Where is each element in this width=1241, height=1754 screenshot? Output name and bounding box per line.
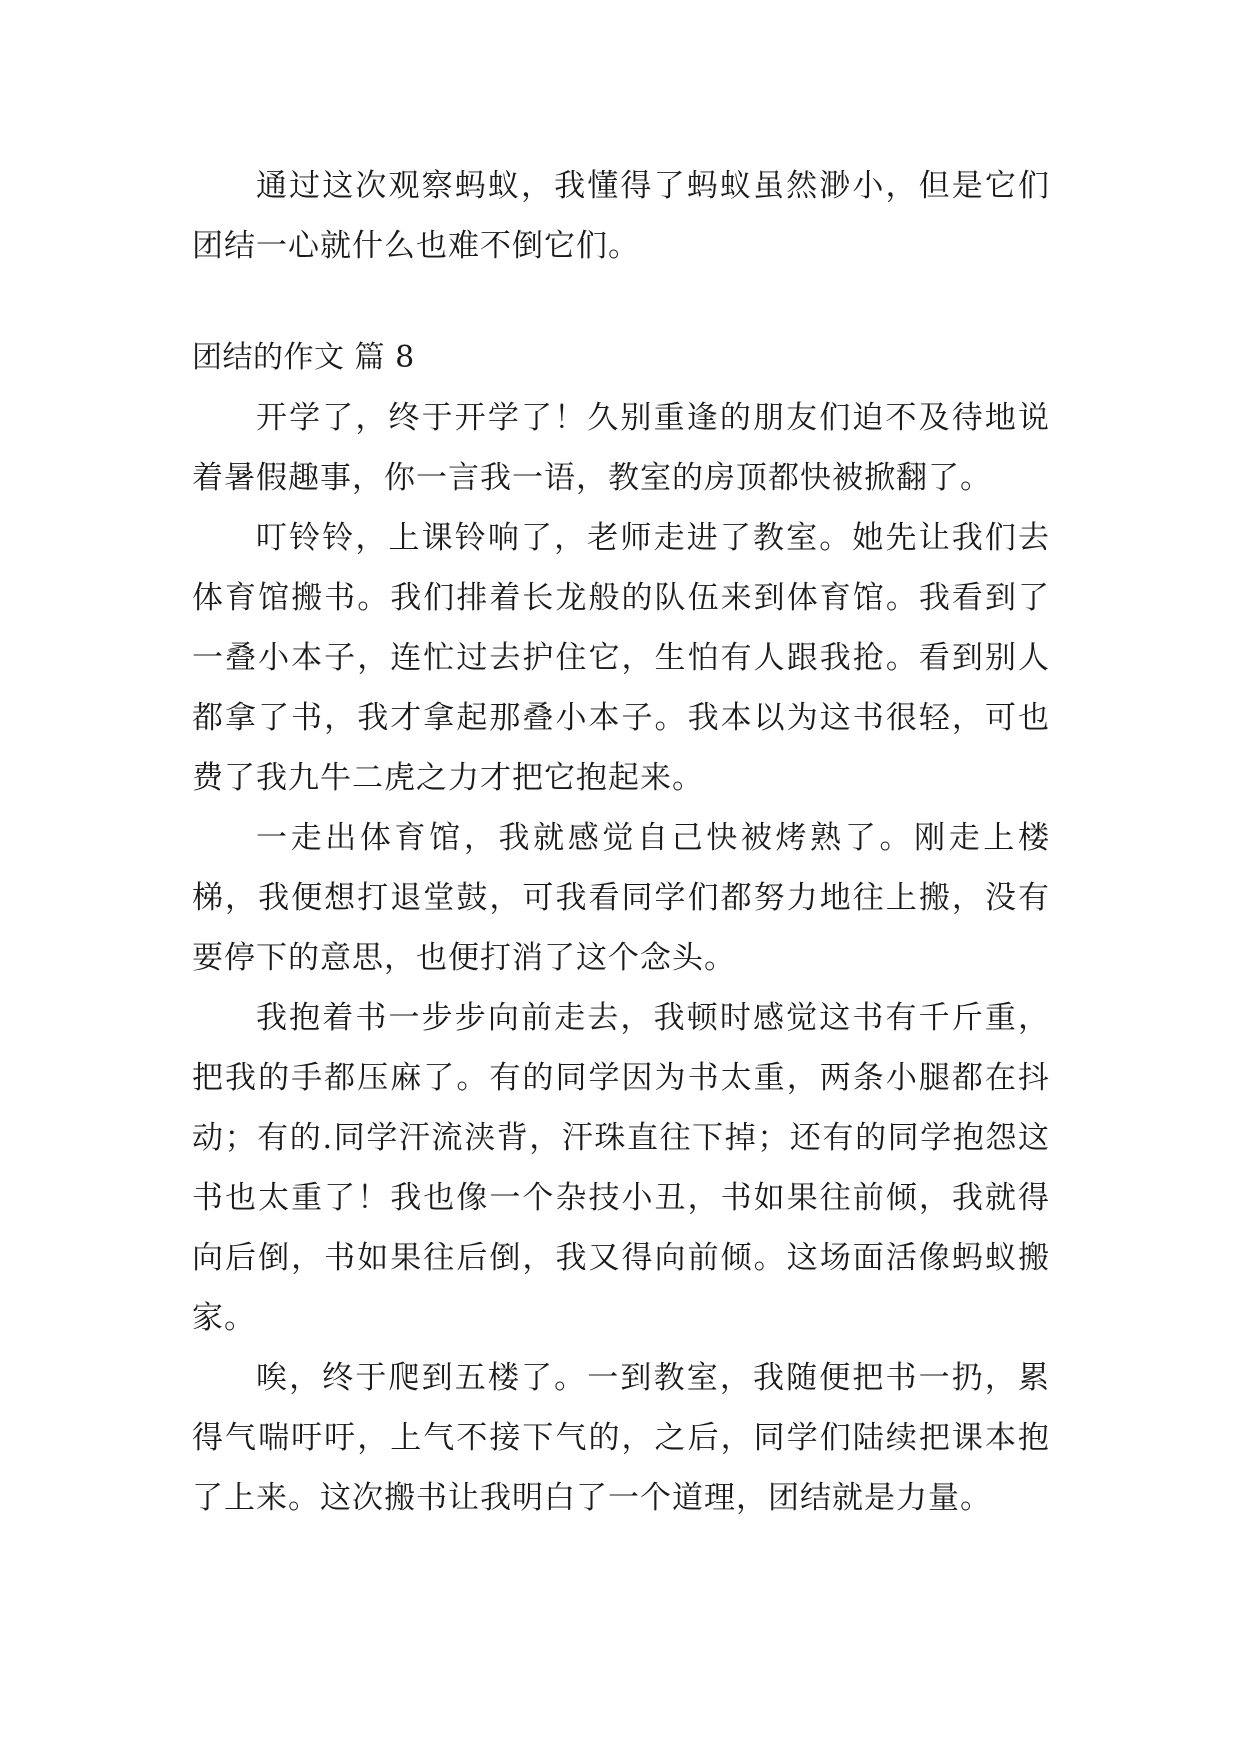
paragraph: 一走出体育馆，我就感觉自己快被烤熟了。刚走上楼梯，我便想打退堂鼓，可我看同学们都努力地往上搬，没有要停下的意思，也便打消了这个念头。 (192, 820, 1050, 976)
paragraph: 我抱着书一步步向前走去，我顿时感觉这书有千斤重，把我的手都压麻了。有的同学因为书太重，两条小腿都在抖动；有的.同学汗流浃背，汗珠直往下掉；还有的同学抱怨这书也太重了！我也像一个杂技小丑，书如果往前倾，我就得向后倒，书如果往后倒，我又得向前倾。这场面活像蚂蚁搬家。 (192, 1000, 1050, 1336)
paragraph: 唉，终于爬到五楼了。一到教室，我随便把书一扔，累得气喘吁吁，上气不接下气的，之后，同学们陆续把课本抱了上来。这次搬书让我明白了一个道理，团结就是力量。 (192, 1360, 1050, 1516)
intro-paragraph: 通过这次观察蚂蚁，我懂得了蚂蚁虽然渺小，但是它们团结一心就什么也难不倒它们。 (192, 168, 1050, 264)
paragraph: 开学了，终于开学了！久别重逢的朋友们迫不及待地说着暑假趣事，你一言我一语，教室的房顶都快被掀翻了。 (192, 400, 1050, 496)
section-title: 团结的作文 篇 8 (192, 340, 415, 375)
document-body (192, 156, 1050, 1528)
paragraph: 叮铃铃，上课铃响了，老师走进了教室。她先让我们去体育馆搬书。我们排着长龙般的队伍来到体育馆。我看到了一叠小本子，连忙过去护住它，生怕有人跟我抢。看到别人都拿了书，我才拿起那叠小本子。我本以为这书很轻，可也费了我九牛二虎之力才把它抱起来。 (192, 520, 1050, 796)
